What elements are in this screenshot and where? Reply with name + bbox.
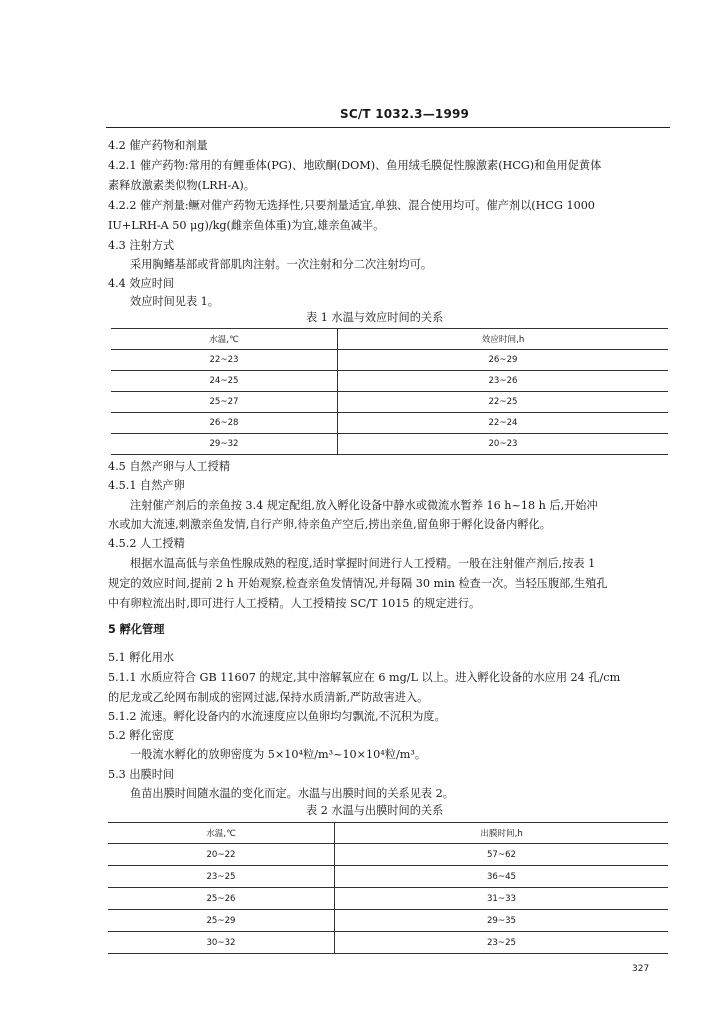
- table1-cell: 22~25: [338, 392, 669, 413]
- para-4-2-2-line1: 4.2.2 催产剂量:鳜对催产药物无选择性,只要剂量适宜,单独、混合使用均可。催产剂以(HCG 1000: [108, 199, 595, 212]
- table-row: [111, 413, 668, 434]
- para-4-2-1-line1: 4.2.1 催产药物:常用的有鲤垂体(PG)、地欧酮(DOM)、鱼用绒毛膜促性腺激素(HCG)和鱼用促黄体: [108, 159, 602, 172]
- table1-cell: 26~28: [111, 413, 338, 434]
- heading-5-1: 5.1 孵化用水: [108, 651, 175, 664]
- para-4-5-2-line1: 根据水温高低与亲鱼性腺成熟的程度,适时掌握时间进行人工授精。一般在注射催产剂后,按表 1: [130, 557, 596, 570]
- table2-cell: 36~45: [335, 866, 669, 888]
- table2-cell: 23~25: [335, 932, 669, 954]
- table1-caption: 表 1 水温与效应时间的关系: [306, 311, 444, 324]
- table2-header-cell: 水温,℃: [108, 823, 335, 844]
- heading-4-2: 4.2 催产药物和剂量: [108, 139, 208, 152]
- table2-cell: 31~33: [335, 888, 669, 910]
- table2-caption: 表 2 水温与出膜时间的关系: [306, 804, 444, 817]
- header-rule: [106, 127, 670, 128]
- heading-4-5-2: 4.5.2 人工授精: [108, 537, 185, 550]
- para-4-4: 效应时间见表 1。: [130, 295, 219, 308]
- table-row: [108, 844, 668, 866]
- table1-cell: 29~32: [111, 434, 338, 455]
- para-4-3: 采用胸鳍基部或背部肌肉注射。一次注射和分二次注射均可。: [130, 258, 433, 271]
- para-5-1-1-line1: 5.1.1 水质应符合 GB 11607 的规定,其中溶解氧应在 6 mg/L 以上。进入孵化设备的水应用 24 孔/cm: [108, 671, 621, 684]
- table2-cell: 23~25: [108, 866, 335, 888]
- table1-cell: 20~23: [338, 434, 669, 455]
- para-4-5-2-line3: 中有卵粒流出时,即可进行人工授精。人工授精按 SC/T 1015 的规定进行。: [108, 597, 481, 610]
- table1-cell: 22~23: [111, 350, 338, 371]
- table2-cell: 20~22: [108, 844, 335, 866]
- heading-4-4: 4.4 效应时间: [108, 277, 175, 290]
- table2-cell: 30~32: [108, 932, 335, 954]
- table2: [108, 822, 668, 954]
- table-row: [108, 866, 668, 888]
- para-5-3: 鱼苗出膜时间随水温的变化而定。水温与出膜时间的关系见表 2。: [130, 787, 454, 800]
- table-row: [108, 932, 668, 954]
- para-5-2: 一般流水孵化的放卵密度为 5×10⁴粒/m³~10×10⁴粒/m³。: [130, 748, 427, 761]
- para-5-1-1-line2: 的尼龙或乙纶网布制成的密网过滤,保持水质清新,严防敌害进入。: [108, 691, 429, 704]
- table1-cell: 25~27: [111, 392, 338, 413]
- table-row: [111, 371, 668, 392]
- table2-cell: 25~26: [108, 888, 335, 910]
- table2-cell: 57~62: [335, 844, 669, 866]
- document-code: SC/T 1032.3—1999: [340, 107, 470, 121]
- table2-header-cell: 出膜时间,h: [335, 823, 669, 844]
- table-row: [111, 350, 668, 371]
- table2-header-row: [108, 823, 668, 844]
- table1-cell: 22~24: [338, 413, 669, 434]
- para-5-1-2: 5.1.2 流速。孵化设备内的水流速度应以鱼卵均匀飘流,不沉积为度。: [108, 710, 446, 723]
- table1: [111, 328, 668, 455]
- table-row: [108, 888, 668, 910]
- heading-4-5: 4.5 自然产卵与人工授精: [108, 460, 231, 473]
- table1-header-row: [111, 329, 668, 350]
- table1-header-cell: 效应时间,h: [338, 329, 669, 350]
- table-row: [111, 434, 668, 455]
- heading-5-3: 5.3 出膜时间: [108, 768, 175, 781]
- table1-cell: 23~26: [338, 371, 669, 392]
- para-4-5-1-line1: 注射催产剂后的亲鱼按 3.4 规定配组,放入孵化设备中静水或微流水暂养 16 h~18 h 后,开始冲: [130, 499, 598, 512]
- para-4-5-1-line2: 水或加大流速,刺激亲鱼发情,自行产卵,待亲鱼产空后,捞出亲鱼,留鱼卵于孵化设备内孵化。: [108, 518, 551, 531]
- para-4-5-2-line2: 规定的效应时间,提前 2 h 开始观察,检查亲鱼发情情况,并每隔 30 min 检查一次。当轻压腹部,生殖孔: [108, 577, 608, 590]
- heading-4-3: 4.3 注射方式: [108, 239, 175, 252]
- heading-5: 5 孵化管理: [108, 623, 165, 636]
- table1-cell: 26~29: [338, 350, 669, 371]
- page-number: 327: [632, 964, 650, 974]
- heading-4-5-1: 4.5.1 自然产卵: [108, 479, 185, 492]
- table2-cell: 25~29: [108, 910, 335, 932]
- table-row: [108, 910, 668, 932]
- table2-cell: 29~35: [335, 910, 669, 932]
- para-4-2-1-line2: 素释放激素类似物(LRH-A)。: [108, 179, 255, 192]
- para-4-2-2-line2: IU+LRH-A 50 μg)/kg(雌亲鱼体重)为宜,雄亲鱼减半。: [108, 219, 385, 232]
- table1-header-cell: 水温,℃: [111, 329, 338, 350]
- table-row: [111, 392, 668, 413]
- table1-cell: 24~25: [111, 371, 338, 392]
- heading-5-2: 5.2 孵化密度: [108, 729, 175, 742]
